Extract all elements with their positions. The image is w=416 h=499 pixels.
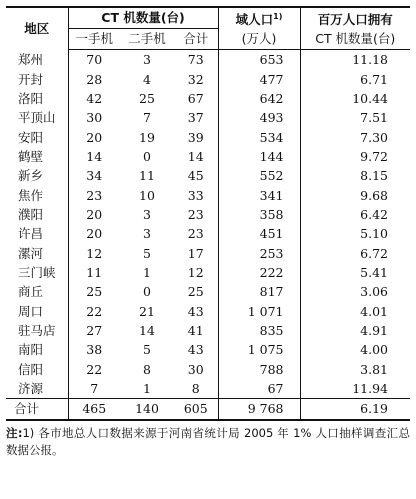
cell-region: 信阳 <box>18 361 44 377</box>
table-row <box>6 282 410 301</box>
cell-ct-total: 43 <box>187 303 204 319</box>
header-ct-group: CT 机数量(台) <box>68 7 218 29</box>
cell-per-million: 6.42 <box>300 205 410 224</box>
cell-ct-new: 20 <box>68 205 120 224</box>
cell-region: 焦作 <box>18 187 44 203</box>
cell-ct-total: 67 <box>187 90 204 106</box>
table-footer <box>6 399 410 421</box>
cell-ct-new: 22 <box>68 301 120 320</box>
cell-region: 商丘 <box>18 284 44 300</box>
header-per-million-line1: 百万人口拥有 <box>300 7 410 29</box>
table-row <box>6 69 410 88</box>
cell-region: 驻马店 <box>18 322 56 338</box>
cell-ct-used: 25 <box>139 90 155 106</box>
cell-region: 开封 <box>18 71 44 87</box>
cell-ct-new: 12 <box>68 243 120 262</box>
cell-region: 漯河 <box>18 245 44 261</box>
cell-per-million: 9.72 <box>300 147 410 166</box>
cell-per-million: 10.44 <box>300 89 410 108</box>
cell-ct-total: 23 <box>187 206 204 222</box>
cell-ct-used: 14 <box>139 322 155 338</box>
cell-population: 253 <box>218 243 300 262</box>
cell-ct-used: 5 <box>143 245 151 261</box>
cell-ct-total: 39 <box>187 129 204 145</box>
header-population-footnote-mark: 1) <box>273 11 283 21</box>
table-row <box>6 360 410 379</box>
cell-region: 平顶山 <box>18 110 56 126</box>
cell-population: 341 <box>218 185 300 204</box>
cell-ct-new: 34 <box>68 166 120 185</box>
table-row <box>6 205 410 224</box>
header-population-line1 <box>218 7 300 29</box>
cell-per-million: 9.68 <box>300 185 410 204</box>
cell-ct-total: 43 <box>187 342 204 358</box>
cell-ct-total: 12 <box>187 264 204 280</box>
cell-ct-new: 23 <box>68 185 120 204</box>
cell-ct-used: 7 <box>143 110 151 126</box>
header-population-text: 域人口 <box>235 11 274 27</box>
table-footnote <box>6 425 410 459</box>
total-new: 465 <box>68 399 120 421</box>
cell-region: 郑州 <box>18 51 44 67</box>
cell-ct-new: 22 <box>68 360 120 379</box>
cell-population: 835 <box>218 321 300 340</box>
table-row <box>6 166 410 185</box>
total-population: 9 768 <box>218 399 300 421</box>
cell-ct-used: 0 <box>143 284 151 300</box>
cell-ct-new: 25 <box>68 282 120 301</box>
cell-ct-total: 25 <box>187 284 204 300</box>
total-total: 605 <box>174 399 218 421</box>
cell-ct-used: 19 <box>139 129 155 145</box>
cell-region: 洛阳 <box>18 90 44 106</box>
cell-per-million: 5.41 <box>300 263 410 282</box>
table-row <box>6 50 410 70</box>
cell-population: 451 <box>218 224 300 243</box>
total-region: 合计 <box>6 399 68 421</box>
table-row <box>6 224 410 243</box>
cell-ct-new: 7 <box>68 379 120 399</box>
total-used: 140 <box>120 399 174 421</box>
table-row <box>6 185 410 204</box>
cell-ct-total: 32 <box>187 71 204 87</box>
cell-ct-total: 23 <box>187 226 204 242</box>
cell-population: 1 071 <box>218 301 300 320</box>
cell-population: 67 <box>218 379 300 399</box>
cell-per-million: 3.81 <box>300 360 410 379</box>
header-region: 地区 <box>6 7 68 50</box>
cell-per-million: 7.30 <box>300 127 410 146</box>
cell-region: 濮阳 <box>18 206 44 222</box>
header-ct-used: 二手机 <box>120 29 174 50</box>
table-body <box>6 50 410 399</box>
cell-region: 许昌 <box>18 226 44 242</box>
cell-ct-used: 4 <box>143 71 151 87</box>
cell-per-million: 11.94 <box>300 379 410 399</box>
table-row <box>6 321 410 340</box>
cell-per-million: 5.10 <box>300 224 410 243</box>
cell-per-million: 7.51 <box>300 108 410 127</box>
header-per-million-line2: CT 机数量(台) <box>300 29 410 50</box>
total-per-million: 6.19 <box>300 399 410 421</box>
table-row <box>6 301 410 320</box>
cell-ct-total: 30 <box>187 361 204 377</box>
cell-ct-total: 8 <box>174 379 218 399</box>
cell-ct-new: 30 <box>68 108 120 127</box>
cell-region: 安阳 <box>18 129 44 145</box>
cell-ct-total: 41 <box>187 322 204 338</box>
cell-per-million: 4.00 <box>300 340 410 359</box>
cell-ct-used: 3 <box>143 206 151 222</box>
cell-ct-used: 10 <box>139 187 155 203</box>
cell-ct-new: 20 <box>68 127 120 146</box>
footnote-text: 1) 各市地总人口数据来源于河南省统计局 2005 年 1% 人口抽样调查汇总数据公报。 <box>6 426 410 458</box>
header-ct-total: 合计 <box>174 29 218 50</box>
table-row <box>6 108 410 127</box>
cell-ct-new: 70 <box>68 50 120 70</box>
cell-per-million: 6.71 <box>300 69 410 88</box>
cell-population: 358 <box>218 205 300 224</box>
cell-ct-used: 1 <box>120 379 174 399</box>
cell-ct-total: 45 <box>187 168 204 184</box>
table-row <box>6 243 410 262</box>
cell-ct-total: 37 <box>187 110 204 126</box>
cell-ct-new: 14 <box>68 147 120 166</box>
cell-population: 493 <box>218 108 300 127</box>
table-row <box>6 127 410 146</box>
cell-per-million: 4.91 <box>300 321 410 340</box>
cell-population: 653 <box>218 50 300 70</box>
cell-ct-total: 73 <box>187 52 204 68</box>
cell-ct-used: 3 <box>143 52 151 68</box>
cell-region: 三门峡 <box>18 264 56 280</box>
cell-ct-total: 14 <box>187 148 204 164</box>
cell-ct-new: 28 <box>68 69 120 88</box>
cell-per-million: 8.15 <box>300 166 410 185</box>
cell-ct-new: 11 <box>68 263 120 282</box>
cell-ct-new: 27 <box>68 321 120 340</box>
cell-population: 477 <box>218 69 300 88</box>
cell-region: 济源 <box>6 379 68 399</box>
table-row <box>6 263 410 282</box>
cell-per-million: 4.01 <box>300 301 410 320</box>
cell-ct-new: 38 <box>68 340 120 359</box>
table-row <box>6 89 410 108</box>
ct-statistics-table <box>6 6 410 421</box>
cell-ct-used: 5 <box>143 342 151 358</box>
header-population-line2: (万人) <box>218 29 300 50</box>
cell-population: 552 <box>218 166 300 185</box>
cell-per-million: 11.18 <box>300 50 410 70</box>
cell-population: 222 <box>218 263 300 282</box>
footnote-label: 注: <box>6 426 23 441</box>
cell-region: 南阳 <box>18 342 44 358</box>
cell-ct-used: 1 <box>143 264 151 280</box>
cell-population: 817 <box>218 282 300 301</box>
cell-ct-new: 42 <box>68 89 120 108</box>
cell-population: 642 <box>218 89 300 108</box>
cell-population: 788 <box>218 360 300 379</box>
cell-ct-total: 33 <box>187 187 204 203</box>
cell-ct-total: 17 <box>187 245 204 261</box>
cell-region: 周口 <box>18 303 44 319</box>
cell-ct-new: 20 <box>68 224 120 243</box>
cell-population: 144 <box>218 147 300 166</box>
table-row <box>6 340 410 359</box>
header-ct-new: 一手机 <box>68 29 120 50</box>
cell-ct-used: 21 <box>139 303 155 319</box>
cell-ct-used: 3 <box>143 226 151 242</box>
table-header <box>6 7 410 50</box>
cell-population: 1 075 <box>218 340 300 359</box>
table-row <box>6 379 410 399</box>
cell-ct-used: 11 <box>139 168 155 184</box>
cell-region: 鹤壁 <box>18 148 44 164</box>
cell-region: 新乡 <box>18 168 44 184</box>
total-row <box>6 399 410 421</box>
cell-per-million: 6.72 <box>300 243 410 262</box>
cell-per-million: 3.06 <box>300 282 410 301</box>
table-row <box>6 147 410 166</box>
cell-ct-used: 8 <box>143 361 151 377</box>
cell-ct-used: 0 <box>143 148 151 164</box>
cell-population: 534 <box>218 127 300 146</box>
